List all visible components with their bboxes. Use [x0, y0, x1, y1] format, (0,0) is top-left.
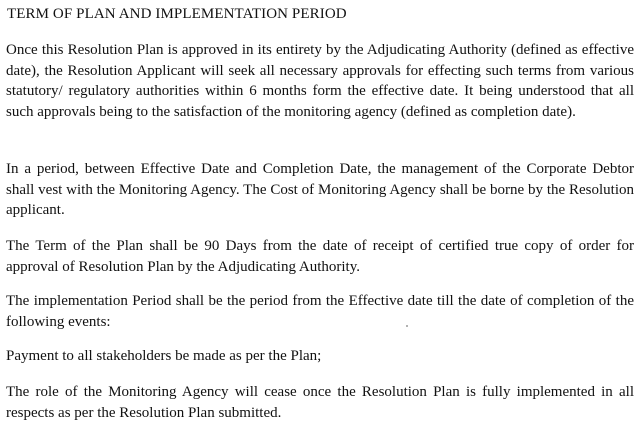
paragraph-monitoring-role: The role of the Monitoring Agency will cease once the Resolution Plan is fully implemented in all respects as per the Resolution Plan submitted.: [6, 384, 634, 421]
paragraph-implementation-period: The implementation Period shall be the period from the Effective date till the date of completion of the following events:: [6, 293, 634, 330]
scan-speck: [406, 325, 408, 327]
section-heading: TERM OF PLAN AND IMPLEMENTATION PERIOD: [7, 6, 347, 22]
paragraph-term: The Term of the Plan shall be 90 Days from the date of receipt of certified true copy of order for approval of Resolution Plan by the Adjudicating Authority.: [6, 238, 634, 275]
paragraph-payment: Payment to all stakeholders be made as per the Plan;: [6, 348, 322, 364]
paragraph-approval: Once this Resolution Plan is approved in its entirety by the Adjudicating Authority (defined as effective date), the Resolution Applicant will seek all necessary approvals for effecting such terms from various statutory/ regulatory authorities within 6 months form the effective date. It being understood that all such approvals being to the satisfaction of the monitoring agency (defined as completion date).: [6, 42, 634, 120]
paragraph-management: In a period, between Effective Date and Completion Date, the management of the Corporate Debtor shall vest with the Monitoring Agency. The Cost of Monitoring Agency shall be borne by the Resolution applicant.: [6, 161, 634, 218]
